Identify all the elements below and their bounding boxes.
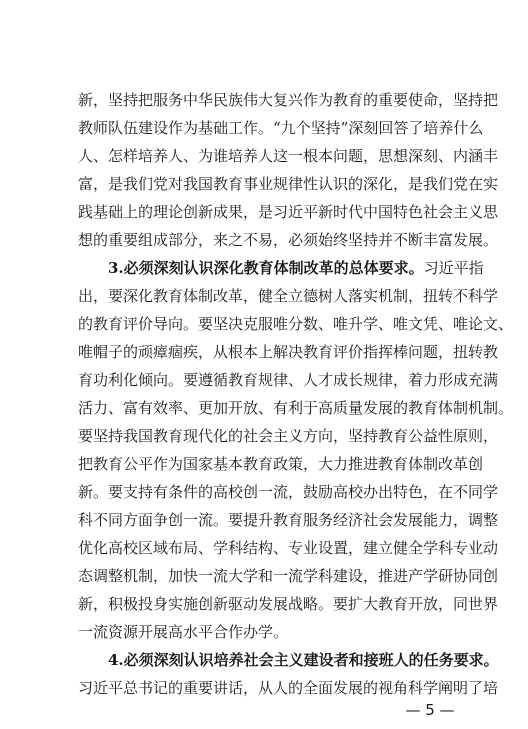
paragraph-line: 新。要支持有条件的高校创一流，鼓励高校办出特色，在不同学 xyxy=(78,483,499,501)
section-heading-3 xyxy=(108,254,484,282)
paragraph-line: 人、怎样培养人、为谁培养人这一根本问题，思想深刻、内涵丰 xyxy=(78,147,499,165)
paragraph-line: 育功利化倾向。要遵循教育规律、人才成长规律，着力形成充满 xyxy=(78,371,499,389)
paragraph-line: 新，坚持把服务中华民族伟大复兴作为教育的重要使命，坚持把 xyxy=(78,91,499,109)
section-heading-3-title: 3.必须深刻认识深化教育体制改革的总体要求。 xyxy=(108,259,424,277)
paragraph-line: 出，要深化教育体制改革，健全立德树人落实机制，扭转不科学 xyxy=(78,287,499,305)
paragraph-line: 唯帽子的顽瘴痼疾，从根本上解决教育评价指挥棒问题，扭转教 xyxy=(78,343,499,361)
section-heading-3-continuation: 习近平指 xyxy=(423,259,484,277)
paragraph-line: 把教育公平作为国家基本教育政策，大力推进教育体制改革创 xyxy=(78,455,484,473)
paragraph-line: 科不同方面争创一流。要提升教育服务经济社会发展能力，调整 xyxy=(78,511,499,529)
section-heading-4-title: 4.必须深刻认识培养社会主义建设者和接班人的任务要求。 xyxy=(108,651,499,669)
paragraph-line: 教师队伍建设作为基础工作。“九个坚持”深刻回答了培养什么 xyxy=(78,119,484,137)
paragraph-line: 优化高校区域布局、学科结构、专业设置，建立健全学科专业动 xyxy=(78,539,499,557)
paragraph-line: 新，积极投身实施创新驱动发展战略。要扩大教育开放，同世界 xyxy=(78,595,499,613)
paragraph-line: 想的重要组成部分，来之不易，必须始终坚持并不断丰富发展。 xyxy=(78,231,499,249)
paragraph-line: 活力、富有效率、更加开放、有利于高质量发展的教育体制机制。 xyxy=(78,399,514,417)
paragraph-line: 一流资源开展高水平合作办学。 xyxy=(78,623,289,641)
section-heading-4 xyxy=(108,646,499,674)
paragraph-line: 态调整机制，加快一流大学和一流学科建设，推进产学研协同创 xyxy=(78,567,499,585)
paragraph-line: 富，是我们党对我国教育事业规律性认识的深化，是我们党在实 xyxy=(78,175,499,193)
paragraph-line: 的教育评价导向。要坚决克服唯分数、唯升学、唯文凭、唯论文、 xyxy=(78,315,514,333)
page-number: — 5 — xyxy=(405,701,455,719)
paragraph-line: 践基础上的理论创新成果，是习近平新时代中国特色社会主义思 xyxy=(78,203,499,221)
paragraph-line: 要坚持我国教育现代化的社会主义方向，坚持教育公益性原则， xyxy=(78,427,499,445)
paragraph-line: 习近平总书记的重要讲话，从人的全面发展的视角科学阐明了培 xyxy=(78,679,499,697)
